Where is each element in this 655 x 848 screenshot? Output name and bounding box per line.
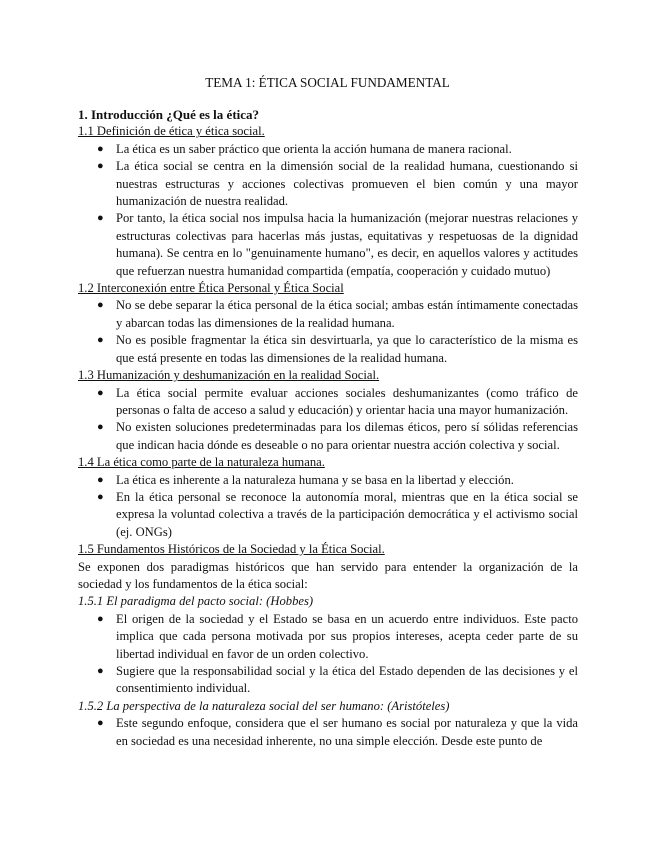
section-1-5-1-heading: 1.5.1 El paradigma del pacto social: (Hobbes) [78, 594, 314, 609]
section-1-1-list [78, 141, 578, 280]
list-item: ● Por tanto, la ética social nos impulsa hacia la humanización (mejorar nuestras relaciones y estructuras colectivas para hacerlas más justas, equitativas y respetuosas de la dignidad humana). Se centra en lo "genuinamente humano", es decir, en aquellos valores y actitudes que refuerzan nuestra humanidad compartida (empatía, cooperación y cuidado mutuo) [97, 211, 578, 278]
section-1-2-heading: 1.2 Interconexión entre Ética Personal y Ética Social [78, 281, 344, 296]
document-body [78, 106, 578, 750]
list-item: ● El origen de la sociedad y el Estado se basa en un acuerdo entre individuos. Este pacto implica que cada persona motivada por sus propios intereses, acepta ceder parte de su libertad individual en favor de un orden colectivo. [97, 611, 578, 661]
bullet-icon: ● [97, 717, 104, 730]
section-1-5-heading: 1.5 Fundamentos Históricos de la Sociedad y la Ética Social. [78, 542, 385, 557]
list-item: ● La ética es un saber práctico que orienta la acción humana de manera racional. [116, 141, 578, 158]
section-1-5-intro: Se exponen dos paradigmas históricos que han servido para entender la organización de la sociedad y los fundamentos de la ética social: [78, 559, 578, 591]
list-item: ● Este segundo enfoque, considera que el ser humano es social por naturaleza y que la vida en sociedad es una necesidad inherente, no una simple elección. Desde este punto de [97, 716, 578, 748]
bullet-icon: ● [97, 386, 104, 399]
list-item: ● En la ética personal se reconoce la autonomía moral, mientras que en la ética social se expresa la voluntad colectiva a través de la participación democrática y el activismo social (ej. ONGs) [97, 489, 578, 539]
bullet-icon: ● [97, 473, 104, 486]
list-item: ● La ética es inherente a la naturaleza humana y se basa en la libertad y elección. [116, 472, 578, 489]
section-1-1-heading: 1.1 Definición de ética y ética social. [78, 124, 265, 139]
bullet-icon: ● [97, 421, 104, 434]
bullet-icon: ● [97, 334, 104, 347]
section-1-heading: 1. Introducción ¿Qué es la ética? [78, 107, 260, 122]
section-1-4-heading: 1.4 La ética como parte de la naturaleza humana. [78, 455, 325, 470]
bullet-icon: ● [97, 299, 104, 312]
bullet-icon: ● [97, 490, 104, 503]
list-item: ● No se debe separar la ética personal de la ética social; ambas están íntimamente conectadas y abarcan todas las dimensiones de la realidad humana. [97, 298, 578, 330]
list-item: ● No es posible fragmentar la ética sin desvirtuarla, ya que lo característico de la misma es que está presente en todas las dimensiones de la realidad humana. [97, 333, 578, 365]
section-1-4-list [78, 472, 578, 542]
section-1-5-2-list [78, 715, 578, 750]
list-item: ● Sugiere que la responsabilidad social y la ética del Estado dependen de las decisiones y el consentimiento individual. [97, 664, 578, 696]
document-title: TEMA 1: ÉTICA SOCIAL FUNDAMENTAL [205, 75, 450, 90]
section-1-3-heading: 1.3 Humanización y deshumanización en la realidad Social. [78, 368, 380, 383]
section-1-3-list [78, 385, 578, 455]
section-1-2-list [78, 297, 578, 367]
list-item: ● La ética social permite evaluar acciones sociales deshumanizantes (como tráfico de personas o falta de acceso a salud y educación) y orientar hacia una mayor humanización. [97, 385, 578, 417]
bullet-icon: ● [97, 160, 104, 173]
bullet-icon: ● [97, 212, 104, 225]
list-item: ● No existen soluciones predeterminadas para los dilemas éticos, pero sí sólidas referencias que indican hacia dónde es deseable o no para orientar nuestra acción colectiva y social. [97, 420, 578, 452]
bullet-icon: ● [97, 612, 104, 625]
section-1-5-2-heading: 1.5.2 La perspectiva de la naturaleza social del ser humano: (Aristóteles) [78, 698, 450, 713]
bullet-icon: ● [97, 142, 104, 155]
section-1-5-1-list [78, 611, 578, 698]
bullet-icon: ● [97, 665, 104, 677]
list-item: ● La ética social se centra en la dimensión social de la realidad humana, cuestionando si nuestras estructuras y acciones colectivas promueven el bien común y una mayor humanización de nuestra realidad. [97, 159, 578, 209]
